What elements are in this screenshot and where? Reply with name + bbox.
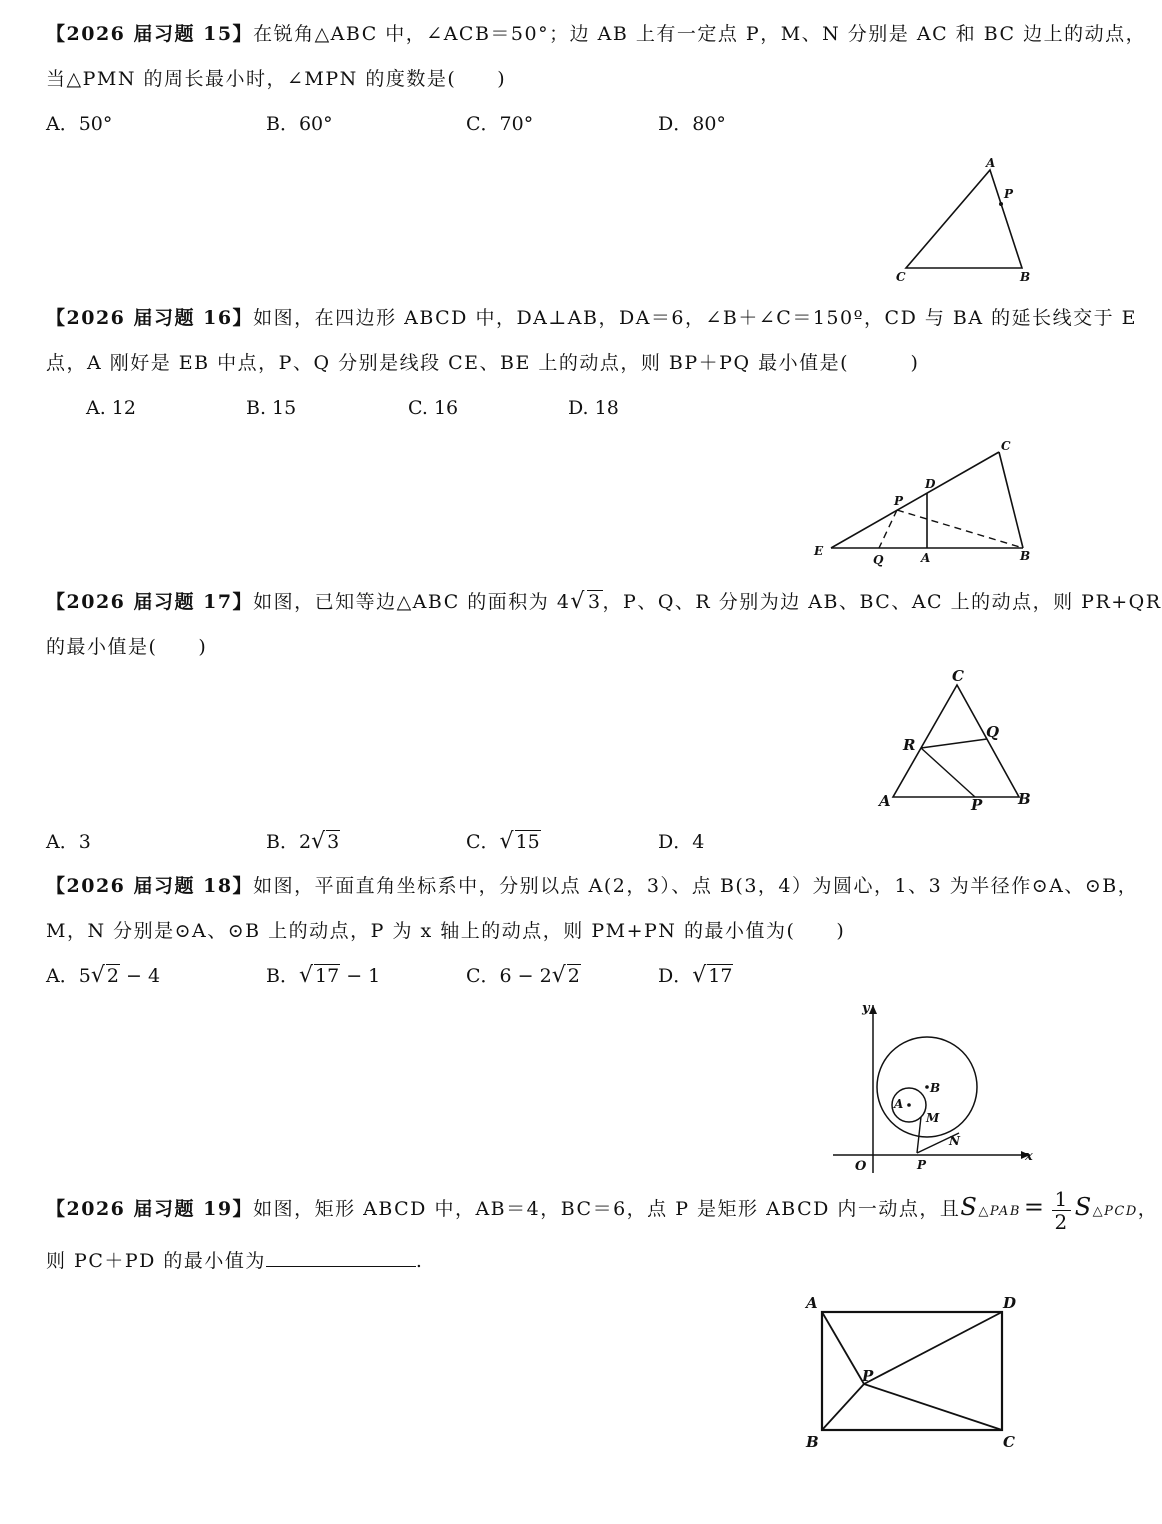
q17-option-c[interactable]: C．√ 15	[466, 829, 540, 854]
q16-option-c[interactable]: C. 16	[408, 397, 459, 419]
q16-label-p: P	[894, 494, 904, 508]
q17-equilateral-figure	[865, 665, 1045, 815]
q17-tag: 【2026 届习题 17】	[46, 591, 254, 613]
q19-text-1: 如图，矩形 ABCD 中，AB＝4，BC＝6，点 P 是矩形 ABCD 内一动点，且	[253, 1198, 961, 1220]
q19-label-c: C	[1003, 1433, 1015, 1451]
q19-segment-pa	[822, 1312, 864, 1384]
q18-tag: 【2026 届习题 18】	[46, 875, 254, 897]
q16-label-b: B	[1020, 549, 1031, 563]
q17-text-2: 的最小值是( )	[46, 636, 208, 658]
q19-label-a: A	[806, 1294, 818, 1312]
q16-option-b[interactable]: B. 15	[246, 397, 297, 419]
q16-line-cb	[999, 452, 1023, 548]
q18-label-n: N	[949, 1134, 960, 1148]
q18-option-d[interactable]: D．√ 17	[658, 963, 733, 988]
q15-tag: 【2026 届习题 15】	[46, 23, 254, 45]
q18-line-1	[46, 872, 1139, 900]
q15-point-p	[999, 202, 1003, 206]
q16-text-2: 点，A 刚好是 EB 中点，P、Q 分别是线段 CE、BE 上的动点，则 BP＋PQ 最小值是( )	[46, 352, 920, 374]
q19-label-d: D	[1003, 1294, 1017, 1312]
q16-line-1	[46, 304, 1138, 332]
q16-text-1: 如图，在四边形 ABCD 中，DA⊥AB，DA＝6，∠B＋∠C＝150º，CD 与 BA 的延长线交于 E	[253, 307, 1138, 329]
q17-label-p: P	[971, 796, 983, 814]
q18-coordinate-figure	[825, 995, 1040, 1175]
q18-label-a: A	[894, 1097, 904, 1111]
q16-label-e: E	[814, 544, 824, 558]
q16-option-a[interactable]: A. 12	[86, 397, 136, 419]
q16-label-d: D	[925, 477, 936, 491]
q15-line-1	[46, 20, 1147, 48]
q19-segment-pb	[822, 1384, 864, 1430]
q19-segment-pc	[864, 1384, 1002, 1430]
q15-option-a[interactable]: A．50°	[46, 113, 113, 135]
q18-label-x: x	[1025, 1149, 1033, 1164]
q15-label-c: C	[896, 270, 906, 284]
q18-label-p: P	[917, 1158, 927, 1172]
q18-option-c[interactable]: C．6 − 2√ 2	[466, 963, 580, 988]
q15-text-2: 当△PMN 的周长最小时，∠MPN 的度数是( )	[46, 68, 507, 90]
q17-text-1a: 如图，已知等边△ABC 的面积为 4	[253, 591, 571, 613]
q19-segment-pd	[864, 1312, 1002, 1384]
q18-center-a	[907, 1103, 911, 1107]
q18-text-2: M，N 分别是⊙A、⊙B 上的动点，P 为 x 轴上的动点，则 PM+PN 的最小值为( )	[46, 920, 846, 942]
q15-label-b: B	[1020, 270, 1031, 284]
q17-sqrt-sign: √	[570, 589, 586, 614]
q17-text-1b: ，P、Q、R 分别为边 AB、BC、AC 上的动点，则 PR+QR	[602, 591, 1162, 613]
q16-label-a: A	[921, 551, 931, 565]
q17-option-d[interactable]: D．4	[658, 831, 705, 853]
q15-option-d[interactable]: D．80°	[658, 113, 726, 135]
q19-period: .	[415, 1250, 424, 1272]
q17-line-rp	[921, 748, 975, 797]
q19-label-b: B	[806, 1433, 819, 1451]
q19-sub-pcd: △PCD	[1092, 1204, 1138, 1219]
q17-line-1	[46, 588, 1162, 616]
q15-text-1: 在锐角△ABC 中，∠ACB＝50°；边 AB 上有一定点 P，M、N 分别是 AC 和 BC 边上的动点，	[253, 23, 1147, 45]
q17-label-q: Q	[986, 723, 1000, 741]
q16-dashed-pb	[897, 510, 1023, 548]
q19-answer-blank[interactable]	[266, 1246, 416, 1267]
q19-sub-pab: △PAB	[978, 1204, 1021, 1219]
q18-label-y: y	[862, 1001, 870, 1016]
q17-option-b[interactable]: B．2√ 3	[266, 829, 340, 854]
q18-line-2	[46, 917, 1046, 945]
q17-label-r: R	[903, 736, 916, 754]
q16-line-2	[46, 349, 1046, 377]
q15-triangle-figure	[890, 150, 1040, 290]
q19-rectangle-abcd	[822, 1312, 1002, 1430]
q18-label-m: M	[926, 1111, 940, 1125]
q19-fraction	[1052, 1188, 1070, 1233]
q16-option-d[interactable]: D. 18	[568, 397, 619, 419]
q16-label-q: Q	[873, 553, 884, 567]
q16-line-ec	[831, 452, 999, 548]
q18-center-b	[925, 1085, 929, 1089]
q19-s-symbol-2: S	[1074, 1193, 1093, 1221]
q19-text-2: 则 PC＋PD 的最小值为	[46, 1250, 266, 1272]
q19-comma: ，	[1137, 1198, 1159, 1220]
q17-label-a: A	[879, 792, 891, 810]
q17-label-b: B	[1018, 790, 1031, 808]
q15-label-a: A	[986, 156, 996, 170]
q18-segment-pm	[917, 1117, 921, 1153]
q17-label-c: C	[952, 667, 964, 685]
q15-option-b[interactable]: B．60°	[266, 113, 333, 135]
q19-rectangle-figure	[800, 1290, 1030, 1455]
q15-triangle-abc	[906, 170, 1022, 268]
q18-label-b: B	[930, 1081, 941, 1095]
q19-line-1	[46, 1186, 1159, 1234]
q19-line-2	[46, 1246, 1046, 1275]
q16-tag: 【2026 届习题 16】	[46, 307, 254, 329]
q19-equals: =	[1023, 1193, 1046, 1221]
q17-line-rq	[921, 739, 987, 748]
q17-option-a[interactable]: A．3	[46, 831, 91, 853]
q16-quadrilateral-figure	[805, 435, 1045, 570]
q18-y-arrow	[869, 1005, 877, 1014]
q17-line-2	[46, 633, 1046, 661]
q15-label-p: P	[1004, 187, 1014, 201]
q15-option-c[interactable]: C．70°	[466, 113, 534, 135]
q19-tag: 【2026 届习题 19】	[46, 1198, 254, 1220]
q18-label-o: O	[855, 1159, 867, 1174]
q15-line-2	[46, 65, 1046, 93]
q17-radicand: 3	[587, 591, 602, 613]
q18-text-1: 如图，平面直角坐标系中，分别以点 A(2，3）、点 B(3，4）为圆心，1、3 为半径作⊙A、⊙B，	[253, 875, 1139, 897]
q18-option-a[interactable]: A．5√ 2 − 4	[46, 963, 161, 988]
q19-frac-den: 2	[1054, 1209, 1069, 1234]
q18-option-b[interactable]: B．√ 17 − 1	[266, 963, 381, 988]
q19-frac-num: 1	[1054, 1186, 1069, 1211]
q16-label-c: C	[1001, 439, 1011, 453]
q19-s-symbol-1: S	[960, 1193, 979, 1221]
q19-label-p: P	[862, 1367, 874, 1385]
